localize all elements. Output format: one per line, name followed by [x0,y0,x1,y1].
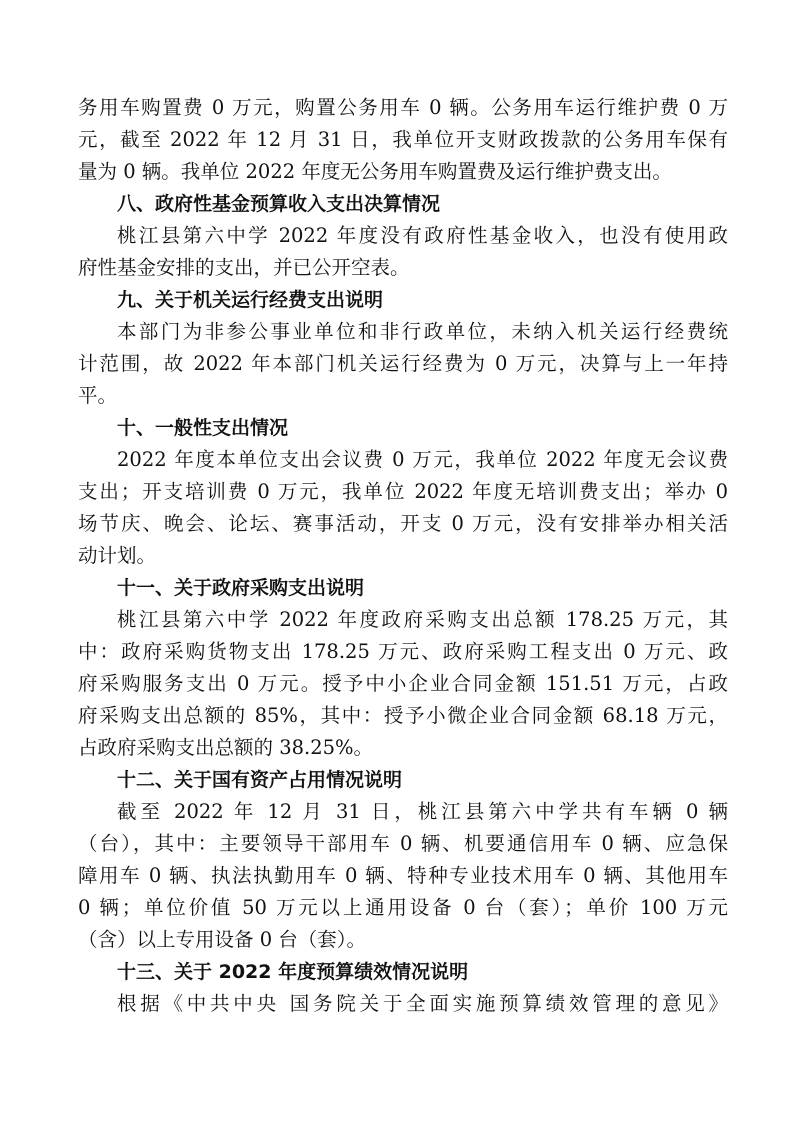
text-line: 府采购支出总额的 85%，其中：授予小微企业合同金额 68.18 万元， [78,704,728,727]
text-line: 动计划。 [78,544,157,567]
intro-paragraph [78,92,728,188]
text-line: 本部门为非参公事业单位和非行政单位，未纳入机关运行经费统 [117,320,728,343]
text-line: 场节庆、晚会、论坛、赛事活动，开支 0 万元，没有安排举办相关活 [78,512,728,535]
text-line: 桃江县第六中学 2022 年度没有政府性基金收入，也没有使用政 [117,224,728,247]
text-line: 支出；开支培训费 0 万元，我单位 2022 年度无培训费支出；举办 0 [78,480,728,503]
text-line: 府采购服务支出 0 万元。授予中小企业合同金额 151.51 万元，占政 [78,672,728,695]
section-13 [78,956,728,1020]
text-line: 元，截至 2022 年 12 月 31 日，我单位开支财政拨款的公务用车保有 [78,128,728,151]
text-line: 占政府采购支出总额的 38.25%。 [78,736,374,759]
section-heading: 十二、关于国有资产占用情况说明 [117,769,403,791]
section-12 [78,764,728,956]
text-line: 府性基金安排的支出，并已公开空表。 [78,256,410,279]
section-heading: 八、政府性基金预算收入支出决算情况 [117,193,441,215]
document-page [78,92,728,1020]
text-line: 桃江县第六中学 2022 年度政府采购支出总额 178.25 万元，其 [117,608,728,631]
section-10 [78,412,728,572]
text-line: 根据《中共中央 国务院关于全面实施预算绩效管理的意见》 [117,992,728,1015]
text-line: 截至 2022 年 12 月 31 日，桃江县第六中学共有车辆 0 辆 [117,800,728,823]
section-8 [78,188,728,284]
text-line: （含）以上专用设备 0 台（套）。 [78,928,367,951]
section-heading: 十、一般性支出情况 [117,417,289,439]
text-line: 平。 [78,384,118,407]
text-line: 务用车购置费 0 万元，购置公务用车 0 辆。公务用车运行维护费 0 万 [78,96,728,119]
text-line: 2022 年度本单位支出会议费 0 万元，我单位 2022 年度无会议费 [117,448,728,471]
section-heading: 九、关于机关运行经费支出说明 [117,289,384,311]
text-line: 0 辆；单位价值 50 万元以上通用设备 0 台（套）；单价 100 万元 [78,896,728,919]
text-line: 障用车 0 辆、执法执勤用车 0 辆、特种专业技术用车 0 辆、其他用车 [78,864,728,887]
text-line: （台），其中：主要领导干部用车 0 辆、机要通信用车 0 辆、应急保 [78,832,728,855]
text-line: 中：政府采购货物支出 178.25 万元、政府采购工程支出 0 万元、政 [78,640,728,663]
text-line: 量为 0 辆。我单位 2022 年度无公务用车购置费及运行维护费支出。 [78,160,672,183]
section-heading: 十三、关于 2022 年度预算绩效情况说明 [117,961,469,983]
section-9 [78,284,728,412]
text-line: 计范围，故 2022 年本部门机关运行经费为 0 万元，决算与上一年持 [78,352,728,375]
section-heading: 十一、关于政府采购支出说明 [117,577,365,599]
section-11 [78,572,728,764]
